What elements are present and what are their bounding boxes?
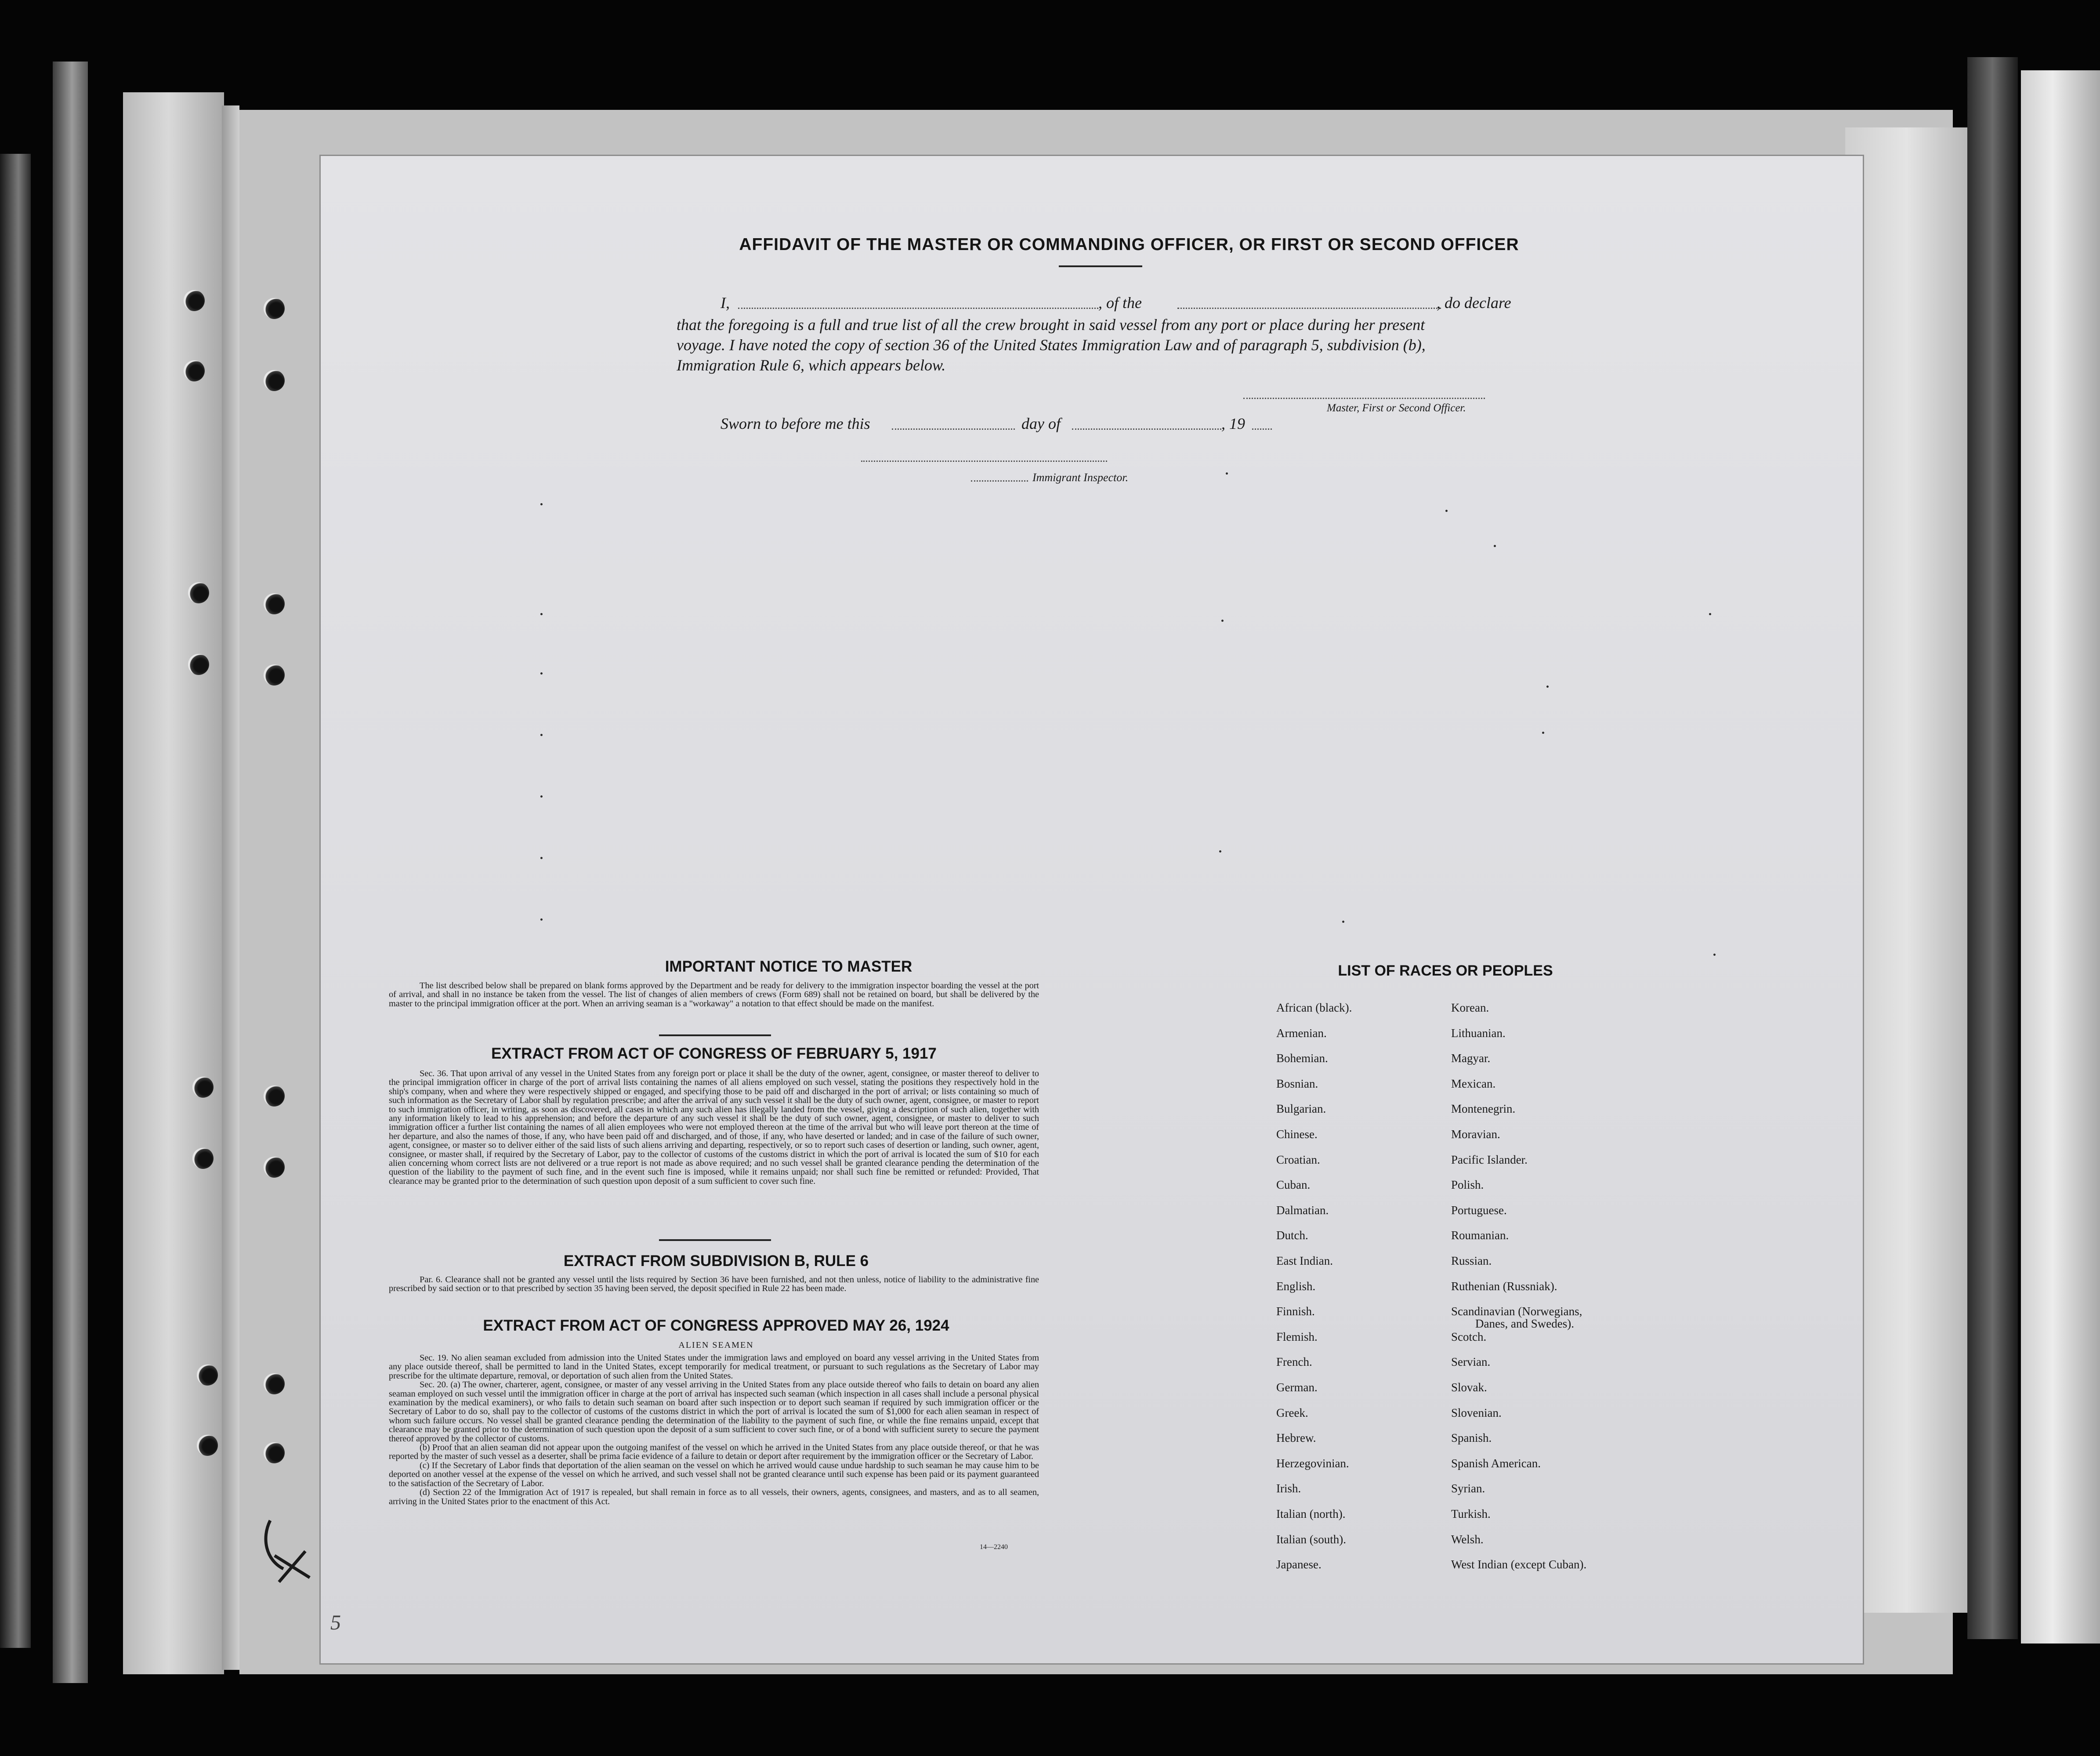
races-title: LIST OF RACES OR PEOPLES	[1338, 962, 1553, 979]
race-entry: Hebrew.	[1276, 1431, 1316, 1445]
alien-seamen-subtitle: ALIEN SEAMEN	[678, 1340, 754, 1350]
race-entry: Portuguese.	[1451, 1203, 1507, 1217]
binder-hole	[264, 370, 285, 391]
speck	[1494, 545, 1496, 547]
binder-hole	[264, 1085, 285, 1107]
section-20d-paragraph: (d) Section 22 of the Immigration Act of 1917 is repealed, but shall remain in force as to all vessels, their owners, agents, consignees, and masters, and as to all seamen, arriving in the United States prior to the enactment of this Act.	[389, 1488, 1039, 1506]
master-signature-field[interactable]	[1243, 398, 1485, 399]
underlying-page-edge	[1845, 127, 1968, 1613]
speck	[540, 795, 543, 798]
race-entry: Spanish American.	[1451, 1456, 1541, 1470]
rule6-paragraph: Par. 6. Clearance shall not be granted any vessel until the lists required by Section 36 have been furnished, and not then unless, notice of liability to the administrative fine prescribed by said section or to that prescribed by section 35 having been served, the deposit specified in Rule 22 has been made.	[389, 1275, 1039, 1294]
speck	[1226, 472, 1228, 475]
race-entry: Irish.	[1276, 1482, 1301, 1495]
binder-hole	[188, 654, 209, 675]
section-36-paragraph: Sec. 36. That upon arrival of any vessel in the United States from any foreign port or place it shall be the duty of the owner, agent, consignee, or master thereof to deliver to the principal immigration officer in charge of the port of arrival lists containing the names of all aliens employed on such vessel, stating the positions they respectively hold in the ship's company, when and where they were respectively shipped or engaged, and specifying those to be paid off and discharged in the port of arrival; or lists containing so much of such information as the Secretary of Labor shall by regulation prescribe; and after the arrival of any such vessel it shall be the duty of such owner, agent, consignee, or master to report to such immigration officer, in writing, as soon as discovered, all cases in which any such alien has illegally landed from the vessel, giving a description of such alien, together with any information likely to lead to his apprehension; and before the departure of any such vessel it shall be the duty of such owner, agent, consignee, or master to deliver to such immigration officer a further list containing the names of all alien employees who were not employed thereon at the time of the arrival but who will leave port thereon at the time of her departure, and also the names of those, if any, who have been paid off and discharged, and of those, if any, who have deserted or landed; and in case of the failure of such owner, agent, consignee, or master so to deliver either of the said lists of such aliens arriving and departing, respectively, or so to report such cases of desertion or landing, such owner, agent, consignee, or master shall, if required by the Secretary of Labor, pay to the collector of customs of the customs district in which the port of arrival is located the sum of $10 for each alien concerning whom correct lists are not delivered or a true report is not made as above required; and no such vessel shall be granted clearance pending the determination of the question of the liability to the payment of such fine, and in the event such fine is imposed, while it remains unpaid; nor shall such fine be remitted or refunded: Provided, That clearance may be granted prior to the determination of such question upon deposit of a sum sufficient to cover such fine.	[389, 1069, 1039, 1186]
speck	[1546, 686, 1549, 688]
binder-edge-right	[1967, 57, 2018, 1639]
race-entry: Slovenian.	[1451, 1406, 1502, 1419]
affidavit-title: AFFIDAVIT OF THE MASTER OR COMMANDING OFFICER, OR FIRST OR SECOND OFFICER	[739, 235, 1519, 254]
race-entry: Bosnian.	[1276, 1077, 1318, 1090]
master-name-field[interactable]	[738, 308, 1098, 309]
extract-rule6-body	[389, 1275, 1039, 1293]
race-entry: Italian (south).	[1276, 1532, 1346, 1546]
binder-spine-right	[2021, 70, 2100, 1644]
race-entry: Cuban.	[1276, 1178, 1311, 1192]
race-entry: Chinese.	[1276, 1128, 1318, 1141]
race-entry: German.	[1276, 1381, 1318, 1394]
speck	[1221, 620, 1224, 622]
race-entry: Bulgarian.	[1276, 1102, 1326, 1116]
races-right-column	[1451, 1001, 1680, 1581]
inspector-signature-field[interactable]	[861, 461, 1107, 462]
binder-hole	[264, 1373, 285, 1394]
binder-hole	[197, 1435, 218, 1456]
races-left-column	[1276, 1001, 1443, 1581]
race-entry: Turkish.	[1451, 1507, 1491, 1520]
speck	[1219, 850, 1221, 853]
notice-title: IMPORTANT NOTICE TO MASTER	[665, 958, 912, 975]
extract-rule6-title: EXTRACT FROM SUBDIVISION B, RULE 6	[563, 1252, 869, 1270]
signature-caption: Master, First or Second Officer.	[1327, 402, 1466, 414]
affidavit-i-label: I,	[721, 294, 730, 312]
speck	[1445, 510, 1448, 512]
binder-hole	[192, 1148, 214, 1169]
race-entry: West Indian (except Cuban).	[1451, 1558, 1587, 1571]
affidavit-declare-label: , do declare	[1437, 294, 1511, 312]
race-entry: East Indian.	[1276, 1254, 1333, 1267]
binder-hole	[184, 290, 205, 311]
speck	[1342, 921, 1344, 923]
speck	[540, 672, 543, 675]
sworn-month-field[interactable]	[1072, 428, 1221, 430]
race-entry: Greek.	[1276, 1406, 1308, 1419]
speck	[540, 918, 543, 921]
notice-paragraph: The list described below shall be prepared on blank forms approved by the Department and be ready for delivery to the immigration inspector boarding the vessel at the port of arrival, and shall in no instance be taken from the vessel. The list of changes of alien members of crews (Form 689) shall not be retained on board, but shall be delivered by the master to the principal immigration officer at the port. When an arriving seaman is a "workaway" a notation to that effect should be made on the manifest.	[389, 981, 1039, 1009]
race-entry: Scotch.	[1451, 1330, 1487, 1343]
sworn-prefix: Sworn to before me this	[721, 415, 870, 432]
race-entry: Scandinavian (Norwegians,	[1451, 1305, 1582, 1318]
race-entry: Croatian.	[1276, 1153, 1320, 1166]
extract-1924-body	[389, 1353, 1039, 1506]
speck	[540, 734, 543, 736]
affidavit-of-the-label: , of the	[1098, 294, 1142, 312]
race-entry: Syrian.	[1451, 1482, 1485, 1495]
inspector-caption: Immigrant Inspector.	[1032, 471, 1129, 484]
race-entry: Ruthenian (Russniak).	[1451, 1279, 1557, 1293]
race-entry: Lithuanian.	[1451, 1026, 1506, 1040]
sworn-day-of: day of	[1021, 415, 1061, 432]
binder-hole	[197, 1364, 218, 1386]
inspector-signature-field-2[interactable]	[971, 480, 1028, 482]
binder-strip-left	[0, 154, 31, 1648]
race-entry: Danes, and Swedes).	[1475, 1317, 1574, 1331]
extract-1917-body	[389, 1069, 1039, 1186]
section-rule	[659, 1239, 771, 1241]
race-entry: Spanish.	[1451, 1431, 1492, 1445]
race-entry: Finnish.	[1276, 1305, 1315, 1318]
form-number: 14—2240	[980, 1543, 1008, 1551]
race-entry: Russian.	[1451, 1254, 1492, 1267]
binder-hole	[188, 582, 209, 603]
race-entry: Magyar.	[1451, 1052, 1491, 1065]
race-entry: Roumanian.	[1451, 1229, 1509, 1242]
race-entry: Armenian.	[1276, 1026, 1327, 1040]
margin-pencil-mark: 5	[330, 1611, 341, 1634]
speck	[1542, 732, 1544, 734]
race-entry: Italian (north).	[1276, 1507, 1346, 1520]
binder-hole	[264, 1157, 285, 1178]
binder-hole	[192, 1077, 214, 1098]
race-entry: Pacific Islander.	[1451, 1153, 1528, 1166]
binder-hole	[264, 664, 285, 686]
race-entry: Moravian.	[1451, 1128, 1500, 1141]
sworn-year-prefix: , 19	[1221, 415, 1245, 432]
speck	[1713, 954, 1716, 956]
sworn-year-field[interactable]	[1252, 428, 1272, 430]
section-rule	[659, 1034, 771, 1036]
race-entry: Japanese.	[1276, 1558, 1322, 1571]
vessel-name-field[interactable]	[1177, 308, 1441, 309]
race-entry: French.	[1276, 1355, 1312, 1369]
title-rule	[1059, 265, 1142, 267]
race-entry: Mexican.	[1451, 1077, 1496, 1090]
race-entry: Flemish.	[1276, 1330, 1318, 1343]
race-entry: Dalmatian.	[1276, 1203, 1329, 1217]
binder-hole	[264, 1442, 285, 1463]
section-20a-paragraph: Sec. 20. (a) The owner, charterer, agent, consignee, or master of any vessel arriving in the United States from any place outside thereof who fails to detain on board any alien seaman employed on such vessel until the immigration officer in charge at the port of arrival has inspected such seaman (which inspection in all cases shall include a personal physical examination by the medical examiners), or who fails to detain such seaman on board after such inspection or to deport such seaman if required by such immigration officer or the Secretary of Labor to do so, shall pay to the collector of customs of the customs district in which the port of arrival is located the sum of $1,000 for each alien seaman in respect of whom such failure occurs. No vessel shall be granted clearance pending the determination of the liability to the payment of such fine, or while the fine remains unpaid, except that clearance may be granted prior to the determination of such question upon the deposit of a sum sufficient to cover such fine, or of a bond with sufficient surety to secure the payment thereof approved by the collector of customs.	[389, 1380, 1039, 1444]
extract-1924-title: EXTRACT FROM ACT OF CONGRESS APPROVED MAY 26, 1924	[483, 1317, 949, 1334]
speck	[540, 613, 543, 615]
speck	[540, 503, 543, 505]
section-19-paragraph: Sec. 19. No alien seaman excluded from admission into the United States under the immigration laws and employed on board any vessel arriving in the United States from any place outside thereof, shall be permitted to land in the United States, except temporarily for medical treatment, or pursuant to such regulations as the Secretary of Labor may prescribe for the ultimate departure, removal, or deportation of such alien from the United States.	[389, 1353, 1039, 1381]
binder-edge-left	[53, 62, 88, 1683]
race-entry: African (black).	[1276, 1001, 1352, 1014]
race-entry: English.	[1276, 1279, 1316, 1293]
binder-hole	[264, 593, 285, 614]
race-entry: Korean.	[1451, 1001, 1489, 1014]
race-entry: Bohemian.	[1276, 1052, 1328, 1065]
race-entry: Welsh.	[1451, 1532, 1484, 1546]
speck	[1709, 613, 1711, 615]
sworn-day-field[interactable]	[892, 428, 1015, 430]
section-20b-paragraph: (b) Proof that an alien seaman did not appear upon the outgoing manifest of the vessel on which he arrived in the United States from any place outside thereof, or that he was reported by the master of such vessel as a deserter, shall be prima facie evidence of a failure to detain or deport after requirement by the immigration officer or the Secretary of Labor.	[389, 1443, 1039, 1462]
race-entry: Montenegrin.	[1451, 1102, 1516, 1116]
pencil-scribble	[257, 1512, 319, 1586]
affidavit-line-3: voyage. I have noted the copy of section 36 of the United States Immigration Law and of paragraph 5, subdivision (b),	[677, 336, 1426, 354]
race-entry: Servian.	[1451, 1355, 1491, 1369]
notice-body	[389, 981, 1039, 1008]
binder-spine-inner	[222, 105, 239, 1670]
affidavit-line-2: that the foregoing is a full and true list of all the crew brought in said vessel from any port or place during her present	[677, 316, 1425, 334]
binder-hole	[184, 360, 205, 381]
race-entry: Herzegovinian.	[1276, 1456, 1349, 1470]
race-entry: Dutch.	[1276, 1229, 1308, 1242]
race-entry: Slovak.	[1451, 1381, 1487, 1394]
section-20c-paragraph: (c) If the Secretary of Labor finds that deportation of the alien seaman on the vessel on which he arrived would cause undue hardship to such seaman he may cause him to be deported on another vessel at the expense of the vessel on which he arrived, and such vessel shall not be granted clearance until such expense has been paid or its payment guaranteed to the satisfaction of the Secretary of Labor.	[389, 1460, 1039, 1488]
speck	[540, 857, 543, 859]
affidavit-line-4: Immigration Rule 6, which appears below.	[677, 356, 946, 374]
race-entry: Polish.	[1451, 1178, 1484, 1192]
binder-hole	[264, 298, 285, 319]
extract-1917-title: EXTRACT FROM ACT OF CONGRESS OF FEBRUARY 5, 1917	[491, 1045, 937, 1062]
